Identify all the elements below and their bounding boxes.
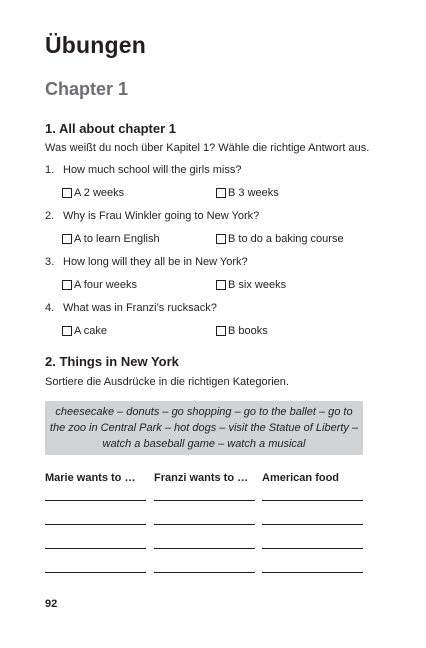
option-label: B to do a baking course xyxy=(228,233,344,245)
section-1-heading: 1. All about chapter 1 xyxy=(45,121,176,136)
section-2-heading: 2. Things in New York xyxy=(45,354,179,369)
question-text: How much school will the girls miss? xyxy=(63,164,242,176)
option-label: A to learn English xyxy=(74,233,160,245)
option-label: A four weeks xyxy=(74,279,137,291)
option-b-checkbox[interactable] xyxy=(216,187,279,199)
checkbox-icon[interactable] xyxy=(216,188,226,198)
answer-line[interactable] xyxy=(154,500,255,501)
checkbox-icon[interactable] xyxy=(216,326,226,336)
question-number: 4. xyxy=(45,302,55,314)
answer-line[interactable] xyxy=(262,572,363,573)
question-number: 1. xyxy=(45,164,55,176)
option-b-checkbox[interactable] xyxy=(216,279,286,291)
option-b-checkbox[interactable] xyxy=(216,325,268,337)
answer-line[interactable] xyxy=(45,572,146,573)
checkbox-icon[interactable] xyxy=(62,326,72,336)
answer-line[interactable] xyxy=(154,524,255,525)
checkbox-icon[interactable] xyxy=(62,188,72,198)
option-a-checkbox[interactable] xyxy=(62,187,124,199)
question-text: Why is Frau Winkler going to New York? xyxy=(63,210,260,222)
answer-line[interactable] xyxy=(45,548,146,549)
section-2-instruction: Sortiere die Ausdrücke in die richtigen Kategorien. xyxy=(45,376,289,388)
option-a-checkbox[interactable] xyxy=(62,233,160,245)
answer-line[interactable] xyxy=(45,524,146,525)
question-number: 3. xyxy=(45,256,55,268)
page-title: Übungen xyxy=(45,32,147,58)
checkbox-icon[interactable] xyxy=(62,234,72,244)
word-box-line: watch a baseball game – watch a musical xyxy=(102,438,306,450)
answer-line[interactable] xyxy=(262,548,363,549)
answer-line[interactable] xyxy=(262,500,363,501)
checkbox-icon[interactable] xyxy=(216,234,226,244)
answer-line[interactable] xyxy=(45,500,146,501)
word-box-line: the zoo in Central Park – hot dogs – visit the Statue of Liberty – xyxy=(49,422,359,434)
option-label: B 3 weeks xyxy=(228,187,279,199)
answer-line[interactable] xyxy=(154,548,255,549)
answer-line[interactable] xyxy=(262,524,363,525)
word-box xyxy=(45,401,363,455)
page-number: 92 xyxy=(45,598,58,610)
option-label: A 2 weeks xyxy=(74,187,125,199)
chapter-heading: Chapter 1 xyxy=(45,79,129,99)
option-label: A cake xyxy=(74,325,108,337)
column-heading-food: American food xyxy=(262,472,340,484)
answer-line[interactable] xyxy=(154,572,255,573)
word-box-line: cheesecake – donuts – go shopping – go to the ballet – go to xyxy=(55,406,353,418)
question-text: How long will they all be in New York? xyxy=(63,256,248,268)
column-heading-franzi: Franzi wants to … xyxy=(154,472,249,484)
option-a-checkbox[interactable] xyxy=(62,279,137,291)
option-b-checkbox[interactable] xyxy=(216,233,344,245)
option-label: B books xyxy=(228,325,268,337)
option-a-checkbox[interactable] xyxy=(62,325,107,337)
question-text: What was in Franzi’s rucksack? xyxy=(63,302,217,314)
checkbox-icon[interactable] xyxy=(216,280,226,290)
option-label: B six weeks xyxy=(228,279,287,291)
checkbox-icon[interactable] xyxy=(62,280,72,290)
section-1-instruction: Was weißt du noch über Kapitel 1? Wähle die richtige Antwort aus. xyxy=(45,142,370,154)
question-number: 2. xyxy=(45,210,55,222)
column-heading-marie: Marie wants to … xyxy=(45,472,136,484)
